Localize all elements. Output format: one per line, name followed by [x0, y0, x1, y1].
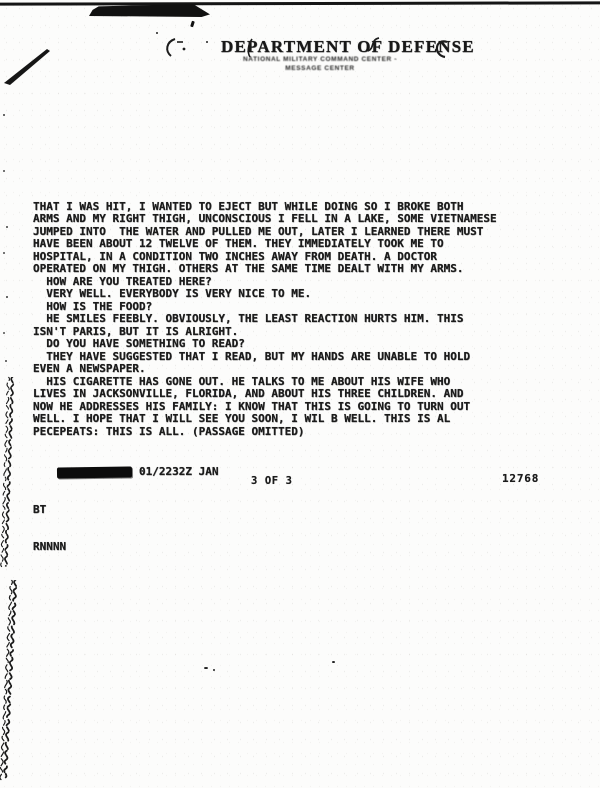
scan-speck [332, 661, 335, 663]
document-line: LIVES IN JACKSONVILLE, FLORIDA, AND ABOUT HIS THREE CHILDREN. AND [33, 387, 464, 400]
document-line: NOW HE ADDRESSES HIS FAMILY: I KNOW THAT THIS IS GOING TO TURN OUT [33, 399, 471, 413]
document-line: HOW ARE YOU TREATED HERE? [33, 274, 212, 288]
document-line: EVEN A NEWSPAPER. [33, 362, 146, 375]
document-line: THEY HAVE SUGGESTED THAT I READ, BUT MY HANDS ARE UNABLE TO HOLD [33, 349, 471, 363]
document-line: ARMS AND MY RIGHT THIGH, UNCONSCIOUS I FELL IN A LAKE, SOME VIETNAMESE [33, 212, 497, 225]
redaction-block [57, 466, 132, 478]
document-subtitle-line1: NATIONAL MILITARY COMMAND CENTER - [242, 56, 397, 63]
document-line: HOW IS THE FOOD? [33, 299, 153, 313]
scan-artifact-margin-scribble-upper [0, 377, 23, 574]
document-line: THAT I WAS HIT, I WANTED TO EJECT BUT WHILE DOING SO I BROKE BOTH [33, 199, 464, 213]
scan-speck [206, 41, 208, 43]
scan-speck [204, 667, 208, 669]
document-line: OPERATED ON MY THIGH. OTHERS AT THE SAME TIME DEALT WITH MY ARMS. [33, 262, 464, 275]
document-line: PECEPEATS: THIS IS ALL. (PASSAGE OMITTED) [33, 424, 305, 438]
message-body [33, 138, 573, 579]
document-line: WELL. I HOPE THAT I WILL SEE YOU SOON, I WIL B WELL. THIS IS AL [33, 412, 451, 425]
pen-mark-c-curve [430, 39, 452, 60]
signoff-bt: BT [33, 502, 47, 516]
scan-artifact-ink-blob [89, 4, 210, 17]
page-number: 3 OF 3 [251, 475, 293, 487]
document-line: HE SMILES FEEBLY. OBVIOUSLY, THE LEAST REACTION HURTS HIM. THIS [33, 312, 464, 325]
scan-speck [213, 669, 215, 671]
document-line: VERY WELL. EVERYBODY IS VERY NICE TO ME. [33, 287, 312, 300]
scan-artifact-margin-scribble-lower [0, 580, 27, 788]
pen-mark-open-paren [163, 37, 189, 59]
signoff-line [33, 466, 573, 479]
document-line: JUMPED INTO THE WATER AND PULLED ME OUT, LATER I LEARNED THERE MUST [33, 224, 484, 238]
document-title: DEPARTMENT OF DEFENSE [221, 37, 475, 56]
pen-mark-title-stroke [244, 38, 256, 58]
scan-artifact-diagonal-stroke [0, 42, 60, 92]
document-line: HAVE BEEN ABOUT 12 TWELVE OF THEM. THEY IMMEDIATELY TOOK ME TO [33, 237, 444, 250]
document-line: HOSPITAL, IN A CONDITION TWO INCHES AWAY FROM DEATH. A DOCTOR [33, 249, 437, 263]
scan-artifact-top-line [0, 1, 600, 5]
document-line: HIS CIGARETTE HAS GONE OUT. HE TALKS TO ME ABOUT HIS WIFE WHO [33, 374, 451, 388]
document-line: DO YOU HAVE SOMETHING TO READ? [33, 337, 245, 350]
document-number: 12768 [502, 472, 540, 485]
document-line: ISN'T PARIS, BUT IT IS ALRIGHT. [33, 324, 239, 338]
scan-speck [156, 32, 158, 34]
signoff-end: RNNNN [33, 540, 67, 553]
scan-artifact-edge-dots [3, 114, 5, 116]
scan-artifact-tick [190, 21, 195, 28]
pen-mark-defense-squiggle [367, 37, 381, 53]
document-subtitle-line2: MESSAGE CENTER [285, 65, 355, 72]
signoff-datetime: 01/2232Z JAN [139, 465, 219, 478]
